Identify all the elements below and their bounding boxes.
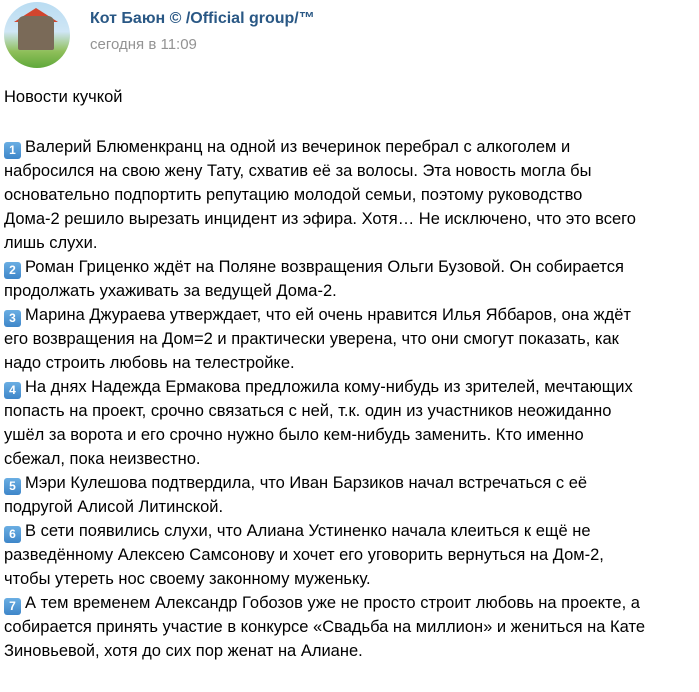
- avatar-house: [18, 16, 54, 50]
- news-item-line: [4, 495, 699, 519]
- news-item-line: [4, 639, 699, 663]
- number-6-keycap-icon: 6: [4, 526, 21, 543]
- post-timestamp[interactable]: сегодня в 11:09: [90, 36, 197, 53]
- news-item-line: [4, 543, 699, 567]
- news-item-text: продолжать ухаживать за ведущей Дома-2.: [4, 282, 337, 300]
- news-item-text: чтобы утереть нос своему законному муженьку.: [4, 570, 371, 588]
- news-item-text: собирается принять участие в конкурсе «Свадьба на миллион» и жениться на Кате: [4, 618, 645, 636]
- news-item-text: подругой Алисой Литинской.: [4, 498, 224, 516]
- group-name-link[interactable]: Кот Баюн © /Official group/™: [90, 10, 315, 27]
- news-item-line: [4, 615, 699, 639]
- news-item-text: На днях Надежда Ермакова предложила кому-нибудь из зрителей, мечтающих: [25, 378, 633, 396]
- news-item-text: надо строить любовь на телестройке.: [4, 354, 295, 372]
- group-avatar[interactable]: [4, 2, 70, 68]
- news-item-line: [4, 471, 699, 495]
- news-item-text: Дома-2 решило вырезать инцидент из эфира. Хотя… Не исключено, что это всего: [4, 210, 636, 228]
- news-item-line: [4, 159, 699, 183]
- news-item-text: ушёл за ворота и его срочно нужно было кем-нибудь заменить. Кто именно: [4, 426, 584, 444]
- news-item-text: Валерий Блюменкранц на одной из вечеринок перебрал с алкоголем и: [25, 138, 571, 156]
- number-1-keycap-icon: 1: [4, 142, 21, 159]
- news-item-text: лишь слухи.: [4, 234, 98, 252]
- news-item-line: [4, 135, 699, 159]
- news-item-text: Роман Гриценко ждёт на Поляне возвращения Ольги Бузовой. Он собирается: [25, 258, 624, 276]
- news-item-text: разведённому Алексею Самсонову и хочет его уговорить вернуться на Дом-2,: [4, 546, 604, 564]
- news-item-text: сбежал, пока неизвестно.: [4, 450, 201, 468]
- news-item-line: [4, 303, 699, 327]
- news-item-line: [4, 327, 699, 351]
- post-header: [0, 0, 699, 80]
- news-item-text: Марина Джураева утверждает, что ей очень нравится Илья Яббаров, она ждёт: [25, 306, 631, 324]
- news-item-text: В сети появились слухи, что Алиана Устиненко начала клеиться к ещё не: [25, 522, 591, 540]
- number-4-keycap-icon: 4: [4, 382, 21, 399]
- news-item-line: [4, 447, 699, 471]
- news-item-line: [4, 567, 699, 591]
- news-item-line: [4, 375, 699, 399]
- news-item-text: основательно подпортить репутацию молодой семьи, поэтому руководство: [4, 186, 583, 204]
- news-item-text: набросился на свою жену Тату, схватив её за волосы. Эта новость могла бы: [4, 162, 592, 180]
- post-title: Новости кучкой: [4, 88, 123, 106]
- news-item-line: [4, 351, 699, 375]
- number-5-keycap-icon: 5: [4, 478, 21, 495]
- news-item-text: его возвращения на Дом=2 и практически уверена, что они смогут показать, как: [4, 330, 619, 348]
- news-item-text: Мэри Кулешова подтвердила, что Иван Барзиков начал встречаться с её: [25, 474, 588, 492]
- news-item-text: попасть на проект, срочно связаться с ней, т.к. один из участников неожиданно: [4, 402, 612, 420]
- news-item-line: [4, 207, 699, 231]
- number-2-keycap-icon: 2: [4, 262, 21, 279]
- news-item-text: А тем временем Александр Гобозов уже не просто строит любовь на проекте, а: [25, 594, 640, 612]
- news-item-line: [4, 519, 699, 543]
- number-7-keycap-icon: 7: [4, 598, 21, 615]
- news-item-line: [4, 255, 699, 279]
- news-item-line: [4, 399, 699, 423]
- news-item-line: [4, 591, 699, 615]
- news-item-line: [4, 183, 699, 207]
- number-3-keycap-icon: 3: [4, 310, 21, 327]
- news-item-line: [4, 231, 699, 255]
- news-item-line: [4, 423, 699, 447]
- news-item-text: Зиновьевой, хотя до сих пор женат на Алиане.: [4, 642, 363, 660]
- post-body: [4, 135, 699, 663]
- news-item-line: [4, 279, 699, 303]
